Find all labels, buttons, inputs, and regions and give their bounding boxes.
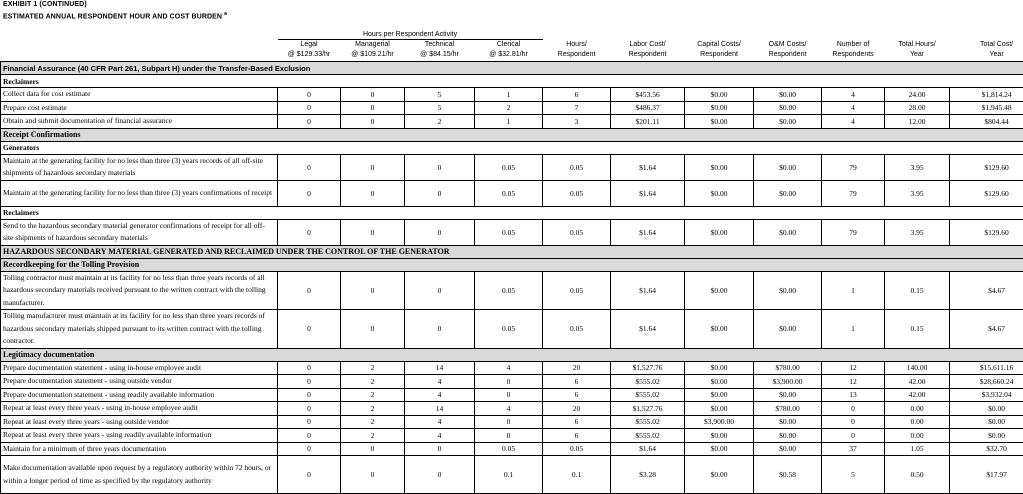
cell-capital-costs: $0.00 bbox=[685, 88, 754, 102]
cell-number-of-respondents: 4 bbox=[822, 88, 885, 102]
table-row bbox=[1, 310, 1023, 349]
cell-hours-per-respondent: 6 bbox=[543, 375, 611, 389]
section-header-row bbox=[1, 128, 1023, 141]
cell-managerial: 0 bbox=[341, 442, 405, 456]
cell-labor-cost: $453.56 bbox=[611, 88, 685, 102]
cell-total-cost: $4.67 bbox=[950, 310, 1023, 349]
cell-hours-per-respondent: 0.05 bbox=[543, 154, 611, 180]
cell-hours-per-respondent: 20 bbox=[543, 402, 611, 416]
cell-labor-cost: $201.11 bbox=[611, 115, 685, 129]
cell-om-costs: $0.00 bbox=[754, 429, 822, 443]
cell-technical: 14 bbox=[405, 402, 475, 416]
cell-managerial: 2 bbox=[341, 402, 405, 416]
cell-total-cost: $0.00 bbox=[950, 429, 1023, 443]
cell-hours-per-respondent: 3 bbox=[543, 115, 611, 129]
cell-legal: 0 bbox=[278, 388, 341, 402]
cell-number-of-respondents: 12 bbox=[822, 361, 885, 375]
cell-capital-costs: $0.00 bbox=[685, 429, 754, 443]
table-row bbox=[1, 101, 1023, 115]
cell-technical: 0 bbox=[405, 442, 475, 456]
table-row bbox=[1, 154, 1023, 180]
cell-number-of-respondents: 79 bbox=[822, 154, 885, 180]
cell-total-cost: $15,611.16 bbox=[950, 361, 1023, 375]
activity-description: Maintain at the generating facility for no less than three (3) years records of all off-site shipments of hazardous secondary materials bbox=[1, 154, 278, 180]
cell-hours-per-respondent: 0.05 bbox=[543, 442, 611, 456]
cell-technical: 5 bbox=[405, 88, 475, 102]
cell-capital-costs: $0.00 bbox=[685, 310, 754, 349]
cell-hours-per-respondent: 20 bbox=[543, 361, 611, 375]
cell-clerical: 0.1 bbox=[475, 456, 543, 494]
cell-managerial: 2 bbox=[341, 415, 405, 429]
cell-legal: 0 bbox=[278, 402, 341, 416]
cell-om-costs: $0.00 bbox=[754, 115, 822, 129]
cell-legal: 0 bbox=[278, 456, 341, 494]
cell-clerical: 0.05 bbox=[475, 442, 543, 456]
activity-description: Repeat at least every three years - using readily available information bbox=[1, 429, 278, 443]
subtitle-text: ESTIMATED ANNUAL RESPONDENT HOUR AND COST BURDEN bbox=[3, 13, 222, 20]
cell-om-costs: $0.00 bbox=[754, 310, 822, 349]
cell-legal: 0 bbox=[278, 271, 341, 310]
group-title: Reclaimers bbox=[1, 206, 1023, 219]
cell-total-cost: $32.70 bbox=[950, 442, 1023, 456]
cell-hours-per-respondent: 0.1 bbox=[543, 456, 611, 494]
cell-clerical: 0.05 bbox=[475, 219, 543, 245]
cell-managerial: 0 bbox=[341, 310, 405, 349]
cell-total-hours: 0.00 bbox=[885, 415, 950, 429]
cell-labor-cost: $555.02 bbox=[611, 415, 685, 429]
cell-om-costs: $0.00 bbox=[754, 442, 822, 456]
cell-total-hours: 0.15 bbox=[885, 271, 950, 310]
cell-technical: 5 bbox=[405, 101, 475, 115]
cell-managerial: 0 bbox=[341, 219, 405, 245]
col-total-cost: Total Cost/ Year bbox=[950, 40, 1023, 62]
cell-total-cost: $129.60 bbox=[950, 154, 1023, 180]
cell-legal: 0 bbox=[278, 375, 341, 389]
burden-table bbox=[0, 29, 1023, 494]
activity-description: Prepare documentation statement - using in-house employee audit bbox=[1, 361, 278, 375]
cell-total-hours: 0.15 bbox=[885, 310, 950, 349]
activity-description: Make documentation available upon request by a regulatory authority within 72 hours, or within a longer period of time as specified by the regulatory authority bbox=[1, 456, 278, 494]
cell-managerial: 0 bbox=[341, 154, 405, 180]
cell-capital-costs: $0.00 bbox=[685, 154, 754, 180]
cell-technical: 0 bbox=[405, 154, 475, 180]
cell-capital-costs: $0.00 bbox=[685, 219, 754, 245]
cell-managerial: 0 bbox=[341, 180, 405, 206]
cell-number-of-respondents: 4 bbox=[822, 101, 885, 115]
cell-total-hours: 42.00 bbox=[885, 375, 950, 389]
table-row bbox=[1, 88, 1023, 102]
cell-capital-costs: $3,900.00 bbox=[685, 415, 754, 429]
table-row bbox=[1, 271, 1023, 310]
col-technical: Technical @ $84.15/hr bbox=[405, 40, 475, 62]
cell-managerial: 0 bbox=[341, 456, 405, 494]
cell-om-costs: $0.00 bbox=[754, 219, 822, 245]
cell-number-of-respondents: 0 bbox=[822, 429, 885, 443]
cell-technical: 0 bbox=[405, 271, 475, 310]
cell-technical: 4 bbox=[405, 388, 475, 402]
group-header-row bbox=[1, 141, 1023, 154]
col-number-of-respondents: Number of Respondents bbox=[822, 40, 885, 62]
table-row bbox=[1, 219, 1023, 245]
cell-total-hours: 3.95 bbox=[885, 219, 950, 245]
subtitle-footnote-marker: a bbox=[224, 11, 227, 17]
cell-clerical: 2 bbox=[475, 101, 543, 115]
cell-capital-costs: $0.00 bbox=[685, 101, 754, 115]
table-row bbox=[1, 115, 1023, 129]
cell-total-hours: 3.95 bbox=[885, 180, 950, 206]
cell-total-cost: $28,660.24 bbox=[950, 375, 1023, 389]
cell-total-hours: 1.05 bbox=[885, 442, 950, 456]
cell-clerical: 0 bbox=[475, 375, 543, 389]
section-title: Legitimacy documentation bbox=[1, 348, 1023, 361]
cell-capital-costs: $0.00 bbox=[685, 402, 754, 416]
cell-om-costs: $0.00 bbox=[754, 180, 822, 206]
hours-per-activity-header: Hours per Respondent Activity bbox=[278, 29, 543, 40]
cell-total-cost: $3,932.04 bbox=[950, 388, 1023, 402]
cell-om-costs: $0.00 bbox=[754, 101, 822, 115]
col-managerial: Managerial @ $109.21/hr bbox=[341, 40, 405, 62]
cell-technical: 14 bbox=[405, 361, 475, 375]
section-title: Receipt Confirmations bbox=[1, 128, 1023, 141]
exhibit-label: EXHIBIT 1 (CONTINUED) bbox=[3, 1, 87, 8]
cell-total-hours: 0.00 bbox=[885, 402, 950, 416]
cell-number-of-respondents: 12 bbox=[822, 375, 885, 389]
col-legal: Legal @ $129.33/hr bbox=[278, 40, 341, 62]
cell-total-cost: $0.00 bbox=[950, 415, 1023, 429]
cell-managerial: 0 bbox=[341, 101, 405, 115]
col-hours-per-respondent: Hours/ Respondent bbox=[543, 40, 611, 62]
activity-description: Maintain at the generating facility for no less than three (3) years confirmations of receipt bbox=[1, 180, 278, 206]
cell-capital-costs: $0.00 bbox=[685, 271, 754, 310]
cell-managerial: 0 bbox=[341, 115, 405, 129]
cell-managerial: 0 bbox=[341, 88, 405, 102]
cell-number-of-respondents: 5 bbox=[822, 456, 885, 494]
cell-total-cost: $0.00 bbox=[950, 402, 1023, 416]
cell-technical: 4 bbox=[405, 375, 475, 389]
activity-description: Send to the hazardous secondary material generator confirmations of receipt for all off-site shipments of hazardous secondary materials bbox=[1, 219, 278, 245]
cell-om-costs: $0.00 bbox=[754, 415, 822, 429]
cell-om-costs: $0.00 bbox=[754, 388, 822, 402]
cell-legal: 0 bbox=[278, 115, 341, 129]
cell-legal: 0 bbox=[278, 219, 341, 245]
cell-total-hours: 3.95 bbox=[885, 154, 950, 180]
cell-clerical: 0 bbox=[475, 415, 543, 429]
activity-description: Prepare cost estimate bbox=[1, 101, 278, 115]
cell-technical: 0 bbox=[405, 219, 475, 245]
cell-total-cost: $804.44 bbox=[950, 115, 1023, 129]
table-body bbox=[1, 62, 1023, 494]
table-row bbox=[1, 402, 1023, 416]
cell-number-of-respondents: 1 bbox=[822, 310, 885, 349]
cell-technical: 0 bbox=[405, 456, 475, 494]
col-total-hours: Total Hours/ Year bbox=[885, 40, 950, 62]
cell-number-of-respondents: 0 bbox=[822, 415, 885, 429]
cell-capital-costs: $0.00 bbox=[685, 442, 754, 456]
cell-labor-cost: $1,527.76 bbox=[611, 402, 685, 416]
cell-labor-cost: $1.64 bbox=[611, 442, 685, 456]
cell-clerical: 1 bbox=[475, 88, 543, 102]
cell-total-hours: 140.00 bbox=[885, 361, 950, 375]
cell-total-cost: $4.67 bbox=[950, 271, 1023, 310]
cell-clerical: 4 bbox=[475, 361, 543, 375]
cell-hours-per-respondent: 6 bbox=[543, 388, 611, 402]
cell-clerical: 0 bbox=[475, 429, 543, 443]
cell-legal: 0 bbox=[278, 310, 341, 349]
cell-labor-cost: $486.37 bbox=[611, 101, 685, 115]
activity-description: Repeat at least every three years - using outside vendor bbox=[1, 415, 278, 429]
cell-hours-per-respondent: 6 bbox=[543, 88, 611, 102]
cell-capital-costs: $0.00 bbox=[685, 456, 754, 494]
table-row bbox=[1, 415, 1023, 429]
cell-om-costs: $0.00 bbox=[754, 271, 822, 310]
column-header-row bbox=[1, 40, 1023, 62]
cell-hours-per-respondent: 6 bbox=[543, 415, 611, 429]
cell-labor-cost: $1.64 bbox=[611, 310, 685, 349]
cell-clerical: 4 bbox=[475, 402, 543, 416]
cell-labor-cost: $555.02 bbox=[611, 375, 685, 389]
exhibit-subtitle bbox=[3, 11, 227, 20]
cell-technical: 0 bbox=[405, 310, 475, 349]
group-header-row bbox=[1, 206, 1023, 219]
cell-hours-per-respondent: 0.05 bbox=[543, 180, 611, 206]
cell-managerial: 0 bbox=[341, 271, 405, 310]
activity-description: Maintain for a minimum of three years documentation bbox=[1, 442, 278, 456]
cell-legal: 0 bbox=[278, 88, 341, 102]
header-group-row bbox=[1, 29, 1023, 40]
cell-capital-costs: $0.00 bbox=[685, 375, 754, 389]
group-title: Generators bbox=[1, 141, 1023, 154]
cell-total-cost: $1,945.48 bbox=[950, 101, 1023, 115]
group-title: Reclaimers bbox=[1, 75, 1023, 88]
cell-clerical: 0.05 bbox=[475, 271, 543, 310]
cell-labor-cost: $555.02 bbox=[611, 429, 685, 443]
section-header-row bbox=[1, 62, 1023, 75]
cell-hours-per-respondent: 6 bbox=[543, 429, 611, 443]
cell-labor-cost: $1.64 bbox=[611, 180, 685, 206]
cell-legal: 0 bbox=[278, 180, 341, 206]
cell-labor-cost: $1.64 bbox=[611, 219, 685, 245]
group-header-row bbox=[1, 75, 1023, 88]
cell-total-hours: 0.00 bbox=[885, 429, 950, 443]
cell-total-cost: $129.60 bbox=[950, 219, 1023, 245]
section-title: Financial Assurance (40 CFR Part 261, Subpart H) under the Transfer-Based Exclusion bbox=[1, 62, 1023, 75]
cell-number-of-respondents: 0 bbox=[822, 402, 885, 416]
cell-total-cost: $17.97 bbox=[950, 456, 1023, 494]
cell-capital-costs: $0.00 bbox=[685, 115, 754, 129]
cell-number-of-respondents: 13 bbox=[822, 388, 885, 402]
cell-legal: 0 bbox=[278, 429, 341, 443]
cell-total-cost: $1,814.24 bbox=[950, 88, 1023, 102]
table-row bbox=[1, 429, 1023, 443]
cell-managerial: 2 bbox=[341, 429, 405, 443]
section-header-row bbox=[1, 348, 1023, 361]
activity-description: Repeat at least every three years - using in-house employee audit bbox=[1, 402, 278, 416]
section-title: Recordkeeping for the Tolling Provision bbox=[1, 258, 1023, 271]
cell-om-costs: $0.00 bbox=[754, 154, 822, 180]
cell-clerical: 1 bbox=[475, 115, 543, 129]
table-row bbox=[1, 375, 1023, 389]
activity-description: Prepare documentation statement - using readily available information bbox=[1, 388, 278, 402]
section-header-row bbox=[1, 245, 1023, 258]
cell-capital-costs: $0.00 bbox=[685, 361, 754, 375]
cell-technical: 2 bbox=[405, 115, 475, 129]
cell-clerical: 0.05 bbox=[475, 310, 543, 349]
cell-hours-per-respondent: 0.05 bbox=[543, 219, 611, 245]
col-clerical: Clerical @ $32.81/hr bbox=[475, 40, 543, 62]
cell-legal: 0 bbox=[278, 415, 341, 429]
cell-total-hours: 12.00 bbox=[885, 115, 950, 129]
cell-technical: 4 bbox=[405, 415, 475, 429]
table-row bbox=[1, 361, 1023, 375]
cell-technical: 0 bbox=[405, 180, 475, 206]
cell-number-of-respondents: 4 bbox=[822, 115, 885, 129]
cell-om-costs: $3,900.00 bbox=[754, 375, 822, 389]
activity-description: Tolling contractor must maintain at its facility for no less than three years records of all hazardous secondary materials received pursuant to the written contract with the tolling manufacturer. bbox=[1, 271, 278, 310]
cell-total-hours: 28.00 bbox=[885, 101, 950, 115]
cell-managerial: 2 bbox=[341, 361, 405, 375]
cell-total-cost: $129.60 bbox=[950, 180, 1023, 206]
cell-om-costs: $780.00 bbox=[754, 402, 822, 416]
col-capital-costs: Capital Costs/ Respondent bbox=[685, 40, 754, 62]
cell-labor-cost: $1.64 bbox=[611, 271, 685, 310]
table-row bbox=[1, 388, 1023, 402]
cell-number-of-respondents: 1 bbox=[822, 271, 885, 310]
cell-labor-cost: $1.64 bbox=[611, 154, 685, 180]
cell-total-hours: 42.00 bbox=[885, 388, 950, 402]
cell-total-hours: 0.50 bbox=[885, 456, 950, 494]
cell-number-of-respondents: 79 bbox=[822, 219, 885, 245]
col-om-costs: O&M Costs/ Respondent bbox=[754, 40, 822, 62]
cell-number-of-respondents: 79 bbox=[822, 180, 885, 206]
section-header-row bbox=[1, 258, 1023, 271]
cell-labor-cost: $3.28 bbox=[611, 456, 685, 494]
cell-total-hours: 24.00 bbox=[885, 88, 950, 102]
col-labor-cost: Labor Cost/ Respondent bbox=[611, 40, 685, 62]
cell-hours-per-respondent: 0.05 bbox=[543, 271, 611, 310]
cell-legal: 0 bbox=[278, 101, 341, 115]
table-row bbox=[1, 456, 1023, 494]
cell-legal: 0 bbox=[278, 154, 341, 180]
cell-managerial: 2 bbox=[341, 375, 405, 389]
cell-legal: 0 bbox=[278, 361, 341, 375]
cell-hours-per-respondent: 0.05 bbox=[543, 310, 611, 349]
table-row bbox=[1, 180, 1023, 206]
cell-legal: 0 bbox=[278, 442, 341, 456]
cell-clerical: 0.05 bbox=[475, 180, 543, 206]
activity-description: Prepare documentation statement - using outside vendor bbox=[1, 375, 278, 389]
cell-labor-cost: $555.02 bbox=[611, 388, 685, 402]
cell-clerical: 0.05 bbox=[475, 154, 543, 180]
cell-om-costs: $0.00 bbox=[754, 88, 822, 102]
cell-capital-costs: $0.00 bbox=[685, 180, 754, 206]
section-title: HAZARDOUS SECONDARY MATERIAL GENERATED AND RECLAIMED UNDER THE CONTROL OF THE GENERATOR bbox=[1, 245, 1023, 258]
cell-managerial: 2 bbox=[341, 388, 405, 402]
cell-hours-per-respondent: 7 bbox=[543, 101, 611, 115]
cell-technical: 4 bbox=[405, 429, 475, 443]
activity-description: Obtain and submit documentation of financial assurance bbox=[1, 115, 278, 129]
activity-description: Tolling manufacturer must maintain at its facility for no less than three years records of hazardous secondary materials shipped pursuant to its written contract with the tolling contractor. bbox=[1, 310, 278, 349]
cell-number-of-respondents: 37 bbox=[822, 442, 885, 456]
activity-description: Collect data for cost estimate bbox=[1, 88, 278, 102]
cell-om-costs: $780.00 bbox=[754, 361, 822, 375]
cell-om-costs: $0.58 bbox=[754, 456, 822, 494]
table-row bbox=[1, 442, 1023, 456]
cell-clerical: 0 bbox=[475, 388, 543, 402]
cell-labor-cost: $1,527.76 bbox=[611, 361, 685, 375]
cell-capital-costs: $0.00 bbox=[685, 388, 754, 402]
